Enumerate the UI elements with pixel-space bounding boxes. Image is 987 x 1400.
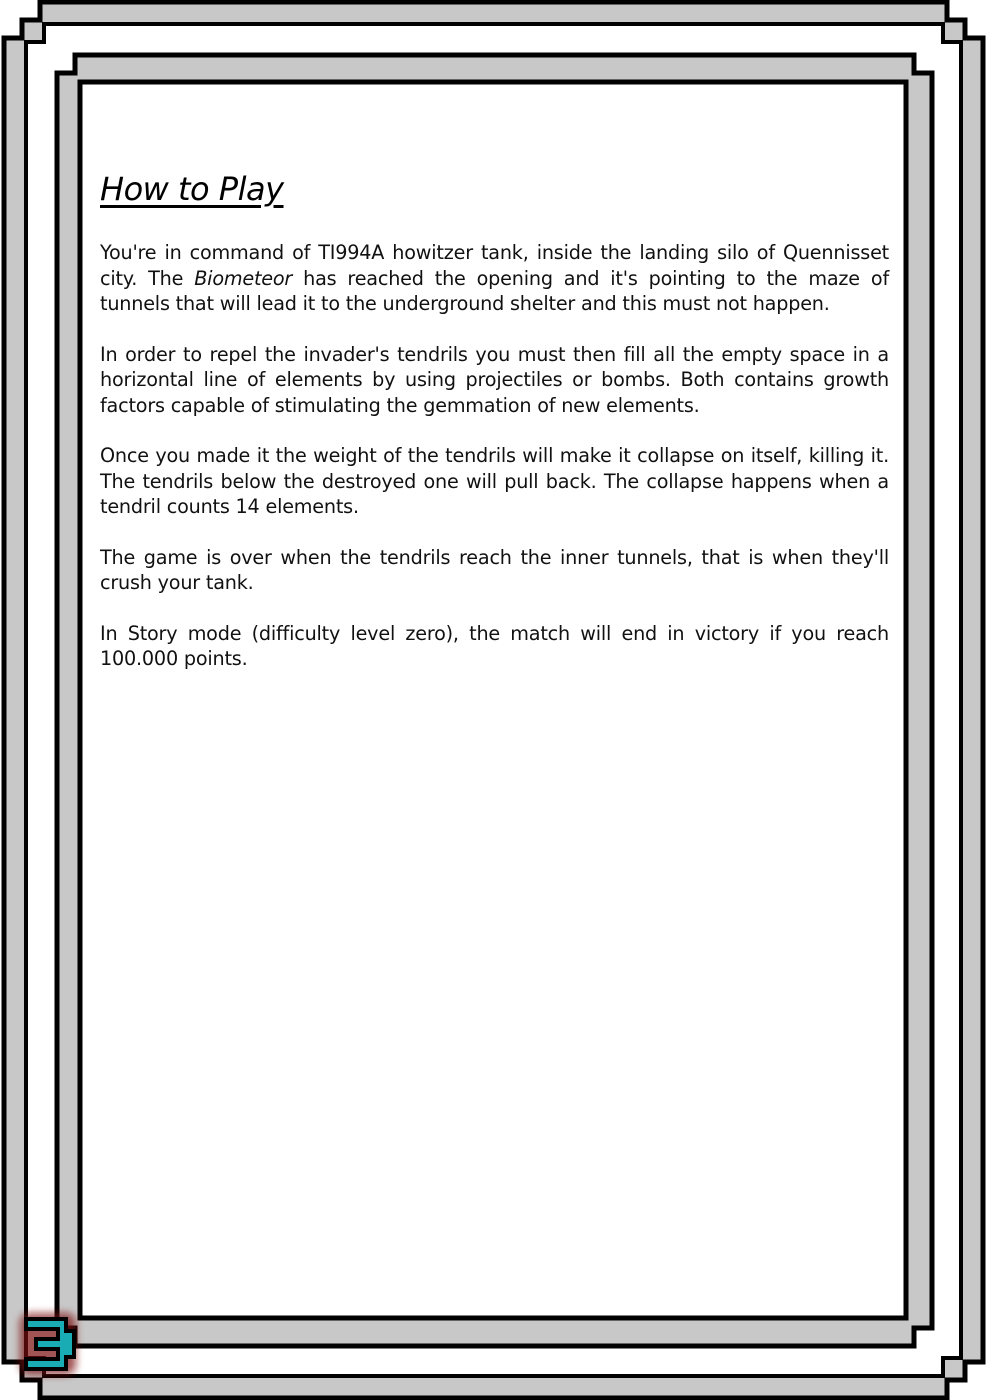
- biometeor-emphasis: Biometeor: [194, 266, 293, 290]
- paragraph-repel: In order to repel the invader's tendrils you must then fill all the empty space in a horizontal line of elements by using projectiles or bombs. Both contains growth factors capable of stimulating the gemmation of new elements.: [100, 342, 889, 417]
- paragraph-collapse: Once you made it the weight of the tendrils will make it collapse on itself, killing it. The tendrils below the destroyed one will pull back. The collapse happens when a tendril counts 14 elements.: [100, 444, 889, 518]
- page-number-badge: [8, 1303, 88, 1383]
- paragraph-story-mode: In Story mode (difficulty level zero), the match will end in victory if you reach 100.000 points.: [100, 621, 889, 670]
- page-title: How to Play: [100, 170, 284, 208]
- paragraph-intro-before: You're in command of TI994A howitzer tank, inside the landing silo of Quennisset city. The: [100, 241, 889, 290]
- paragraph-intro: [100, 240, 889, 317]
- paragraph-intro-after: has reached the opening and it's pointing to the maze of tunnels that will lead it to the underground shelter and this must not happen.: [100, 266, 889, 315]
- how-to-play-section: [100, 170, 889, 697]
- paragraph-game-over: The game is over when the tendrils reach the inner tunnels, that is when they'll crush your tank.: [100, 545, 889, 594]
